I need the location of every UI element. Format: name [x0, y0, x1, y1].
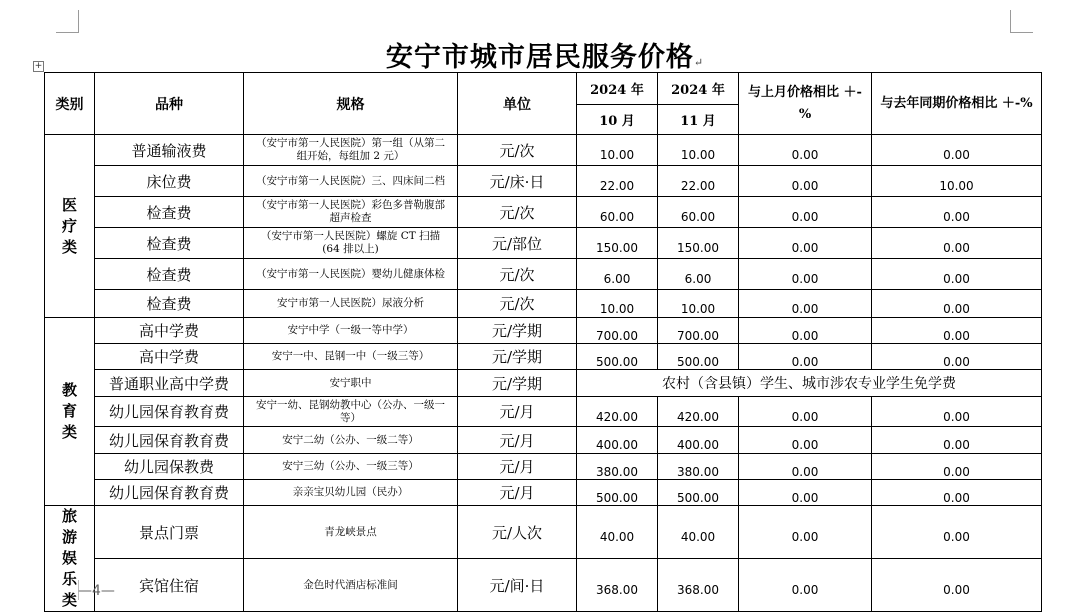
cell-spec: 安宁一中、昆钢一中（一级三等）: [244, 344, 458, 370]
table-row: [45, 318, 1042, 344]
table-row: [45, 259, 1042, 290]
cell-item: 幼儿园保育教育费: [95, 480, 244, 506]
category-education-label: 教育类: [61, 381, 77, 441]
page-number-value: 4: [92, 583, 101, 599]
page-title: 安宁市城市居民服务价格↵: [385, 42, 705, 73]
cell-item: 景点门票: [95, 506, 244, 559]
cell-mom-change: 0.00: [739, 197, 872, 228]
cell-yoy-change: 10.00: [872, 166, 1042, 197]
page-number: —4—: [78, 583, 115, 599]
cell-unit: 元/次: [458, 259, 577, 290]
table-row: [45, 290, 1042, 318]
cell-yoy-change: 0.00: [872, 397, 1042, 427]
cell-unit: 元/学期: [458, 370, 577, 397]
cell-oct-price: 420.00: [577, 397, 658, 427]
cell-mom-change: 0.00: [739, 397, 872, 427]
cell-nov-price: 380.00: [658, 454, 739, 480]
cell-item: 检查费: [95, 228, 244, 259]
cell-oct-price: 22.00: [577, 166, 658, 197]
cell-yoy-change: 0.00: [872, 228, 1042, 259]
cell-oct-price: 60.00: [577, 197, 658, 228]
cell-unit: 元/月: [458, 427, 577, 454]
table-row: [45, 454, 1042, 480]
cell-nov-price: 420.00: [658, 397, 739, 427]
cell-mom-change: 0.00: [739, 344, 872, 370]
cell-yoy-change: 0.00: [872, 318, 1042, 344]
table-row: [45, 197, 1042, 228]
cell-yoy-change: 0.00: [872, 427, 1042, 454]
cell-nov-price: 40.00: [658, 506, 739, 559]
cell-oct-price: 368.00: [577, 559, 658, 612]
table-row: [45, 427, 1042, 454]
cell-spec: 青龙峡景点: [244, 506, 458, 559]
cell-yoy-change: 0.00: [872, 506, 1042, 559]
cell-nov-price: 400.00: [658, 427, 739, 454]
cell-item: 检查费: [95, 259, 244, 290]
cell-spec: （安宁市第一人民医院）婴幼儿健康体检: [244, 259, 458, 290]
cell-mom-change: 0.00: [739, 454, 872, 480]
cell-oct-price: 700.00: [577, 318, 658, 344]
cell-spec: 安宁二幼（公办、一级二等）: [244, 427, 458, 454]
cell-nov-price: 368.00: [658, 559, 739, 612]
header-month-nov: 11 月: [658, 105, 739, 135]
cell-nov-price: 60.00: [658, 197, 739, 228]
header-year-nov: 2024 年: [658, 73, 739, 105]
cell-yoy-change: 0.00: [872, 480, 1042, 506]
cell-mom-change: 0.00: [739, 290, 872, 318]
cell-unit: 元/学期: [458, 318, 577, 344]
header-month-oct: 10 月: [577, 105, 658, 135]
cell-yoy-change: 0.00: [872, 559, 1042, 612]
cell-unit: 元/月: [458, 480, 577, 506]
cell-mom-change: 0.00: [739, 480, 872, 506]
cell-spec: 安宁市第一人民医院）尿液分析: [244, 290, 458, 318]
cell-item: 幼儿园保育教育费: [95, 397, 244, 427]
cell-nov-price: 700.00: [658, 318, 739, 344]
cell-item: 检查费: [95, 290, 244, 318]
cell-spec: 安宁三幼（公办、一级三等）: [244, 454, 458, 480]
table-row: [45, 506, 1042, 559]
cell-yoy-change: 0.00: [872, 197, 1042, 228]
cell-yoy-change: 0.00: [872, 454, 1042, 480]
header-yoy: 与去年同期价格相比 ＋-%: [872, 73, 1042, 135]
cell-nov-price: 10.00: [658, 290, 739, 318]
category-medical: [45, 135, 95, 318]
crop-mark-top-left: [56, 10, 79, 33]
price-table: [44, 72, 1042, 612]
cell-unit: 元/次: [458, 197, 577, 228]
header-year-oct: 2024 年: [577, 73, 658, 105]
cell-oct-price: 10.00: [577, 290, 658, 318]
cell-oct-price: 40.00: [577, 506, 658, 559]
table-row: [45, 559, 1042, 612]
table-row: [45, 166, 1042, 197]
cell-unit: 元/次: [458, 290, 577, 318]
cell-unit: 元/部位: [458, 228, 577, 259]
category-education: [45, 318, 95, 506]
table-row: [45, 135, 1042, 166]
cell-spec: （安宁市第一人民医院）第一组（从第二组开始，每组加 2 元）: [244, 135, 458, 166]
header-mom: 与上月价格相比 ＋-%: [739, 73, 872, 135]
cell-mom-change: 0.00: [739, 427, 872, 454]
cell-item: 高中学费: [95, 344, 244, 370]
cell-oct-price: 6.00: [577, 259, 658, 290]
cell-nov-price: 10.00: [658, 135, 739, 166]
cell-nov-price: 500.00: [658, 480, 739, 506]
cell-unit: 元/床·日: [458, 166, 577, 197]
cell-mom-change: 0.00: [739, 166, 872, 197]
cell-item: 宾馆住宿: [95, 559, 244, 612]
cell-nov-price: 500.00: [658, 344, 739, 370]
cell-nov-price: 6.00: [658, 259, 739, 290]
cell-item: 幼儿园保育教育费: [95, 427, 244, 454]
cell-nov-price: 150.00: [658, 228, 739, 259]
table-row: [45, 228, 1042, 259]
title-text: 安宁市城市居民服务价格: [385, 42, 694, 73]
cell-oct-price: 150.00: [577, 228, 658, 259]
cell-spec: 安宁一幼、昆钢幼教中心（公办、一级一等）: [244, 397, 458, 427]
cell-spec: 金色时代酒店标准间: [244, 559, 458, 612]
header-item: 品种: [95, 73, 244, 135]
cell-item: 普通输液费: [95, 135, 244, 166]
header-spec: 规格: [244, 73, 458, 135]
cell-yoy-change: 0.00: [872, 259, 1042, 290]
table-row: [45, 397, 1042, 427]
cell-spec: （安宁市第一人民医院）彩色多普勒腹部超声检查: [244, 197, 458, 228]
cell-unit: 元/月: [458, 397, 577, 427]
cell-oct-price: 380.00: [577, 454, 658, 480]
cell-spec: （安宁市第一人民医院）三、四床间二档: [244, 166, 458, 197]
cell-mom-change: 0.00: [739, 135, 872, 166]
cell-unit: 元/次: [458, 135, 577, 166]
category-medical-label: 医疗类: [61, 195, 77, 256]
cell-item: 高中学费: [95, 318, 244, 344]
category-tourism-label: 旅游娱乐类: [61, 507, 77, 609]
cell-spec: 安宁职中: [244, 370, 458, 397]
cell-mom-change: 0.00: [739, 318, 872, 344]
cell-oct-price: 500.00: [577, 344, 658, 370]
cell-oct-price: 10.00: [577, 135, 658, 166]
table-row: [45, 344, 1042, 370]
cell-mom-change: 0.00: [739, 559, 872, 612]
cell-mom-change: 0.00: [739, 228, 872, 259]
cell-unit: 元/月: [458, 454, 577, 480]
cell-nov-price: 22.00: [658, 166, 739, 197]
cell-unit: 元/学期: [458, 344, 577, 370]
cell-oct-price: 400.00: [577, 427, 658, 454]
cell-spec: 亲亲宝贝幼儿园（民办）: [244, 480, 458, 506]
cell-item: 普通职业高中学费: [95, 370, 244, 397]
table-move-handle-icon[interactable]: +: [34, 61, 43, 71]
cell-mom-change: 0.00: [739, 506, 872, 559]
cell-yoy-change: 0.00: [872, 135, 1042, 166]
cell-unit: 元/人次: [458, 506, 577, 559]
header-unit: 单位: [458, 73, 577, 135]
header-category: 类别: [45, 73, 95, 135]
cell-spec: （安宁市第一人民医院）螺旋 CT 扫描(64 排以上): [244, 228, 458, 259]
table-row: [45, 480, 1042, 506]
cell-item: 床位费: [95, 166, 244, 197]
cell-yoy-change: 0.00: [872, 290, 1042, 318]
cell-note: 农村（含县镇）学生、城市涉农专业学生免学费: [577, 370, 1042, 397]
cell-spec: 安宁中学（一级一等中学）: [244, 318, 458, 344]
cell-oct-price: 500.00: [577, 480, 658, 506]
cell-mom-change: 0.00: [739, 259, 872, 290]
crop-mark-top-right: [1010, 10, 1033, 33]
table-row: [45, 370, 1042, 397]
cell-item: 检查费: [95, 197, 244, 228]
cell-yoy-change: 0.00: [872, 344, 1042, 370]
cell-unit: 元/间·日: [458, 559, 577, 612]
cell-item: 幼儿园保教费: [95, 454, 244, 480]
